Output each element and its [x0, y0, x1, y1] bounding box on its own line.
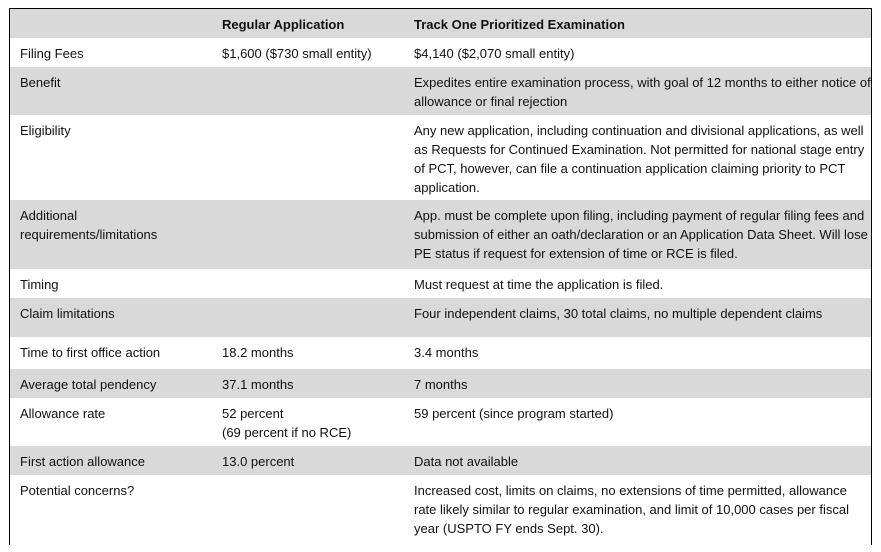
comparison-table-frame — [9, 8, 872, 545]
row-label: Average total pendency — [20, 377, 157, 392]
regular-value — [212, 115, 404, 200]
comparison-table — [10, 9, 871, 545]
table-row-time-to-first-office-action — [10, 337, 871, 369]
table-row-filing-fees — [10, 38, 871, 67]
row-label: Time to first office action — [20, 345, 161, 360]
track-one-value: Data not available — [414, 454, 519, 469]
regular-value — [212, 298, 404, 337]
table-row-average-total-pendency — [10, 369, 871, 398]
table-row-allowance-rate — [10, 398, 871, 446]
track-one-value: Must request at time the application is filed. — [414, 277, 664, 292]
track-one-value: Four independent claims, 30 total claims, no multiple dependent claims — [414, 306, 823, 321]
row-label: Benefit — [20, 75, 61, 90]
header-track-one: Track One Prioritized Examination — [414, 17, 625, 32]
regular-value: 52 percent (69 percent if no RCE) — [222, 406, 352, 440]
table-row-claim-limitations — [10, 298, 871, 337]
header-row — [10, 9, 871, 38]
regular-value — [212, 475, 404, 545]
row-label: Potential concerns? — [20, 483, 135, 498]
regular-value — [212, 200, 404, 269]
row-label: Additional requirements/limitations — [20, 208, 158, 242]
table-row-eligibility — [10, 115, 871, 200]
table-row-benefit — [10, 67, 871, 115]
row-label: Allowance rate — [20, 406, 106, 421]
row-label: Eligibility — [20, 123, 71, 138]
regular-value: 37.1 months — [222, 377, 294, 392]
table-row-additional-requirements — [10, 200, 871, 269]
regular-value: $1,600 ($730 small entity) — [222, 46, 372, 61]
track-one-value: 3.4 months — [414, 345, 479, 360]
track-one-value: 59 percent (since program started) — [414, 406, 614, 421]
track-one-value: App. must be complete upon filing, including payment of regular filing fees and submission of either an oath/declaration or an Application Data Sheet. Will lose PE status if request for extension of time or RCE is filed. — [414, 208, 868, 261]
track-one-value: Any new application, including continuation and divisional applications, as well as Requests for Continued Examination. Not permitted for national stage entry of PCT, however, can file a continuation application claiming priority to PCT application. — [414, 123, 865, 195]
regular-value — [212, 67, 404, 115]
table-row-potential-concerns — [10, 475, 871, 545]
track-one-value: $4,140 ($2,070 small entity) — [414, 46, 575, 61]
regular-value: 13.0 percent — [222, 454, 295, 469]
track-one-value: Increased cost, limits on claims, no extensions of time permitted, allowance rate likely similar to regular examination, and limit of 10,000 cases per fiscal year (USPTO FY ends Sept. 30). — [414, 483, 849, 536]
table-row-first-action-allowance — [10, 446, 871, 475]
row-label: Timing — [20, 277, 59, 292]
header-empty — [10, 9, 212, 38]
track-one-value: 7 months — [414, 377, 468, 392]
row-label: Filing Fees — [20, 46, 84, 61]
track-one-value: Expedites entire examination process, with goal of 12 months to either notice of allowance or final rejection — [414, 75, 871, 109]
row-label: Claim limitations — [20, 306, 115, 321]
row-label: First action allowance — [20, 454, 145, 469]
regular-value — [212, 269, 404, 298]
regular-value: 18.2 months — [222, 345, 294, 360]
header-regular-application: Regular Application — [222, 17, 345, 32]
table-row-timing — [10, 269, 871, 298]
